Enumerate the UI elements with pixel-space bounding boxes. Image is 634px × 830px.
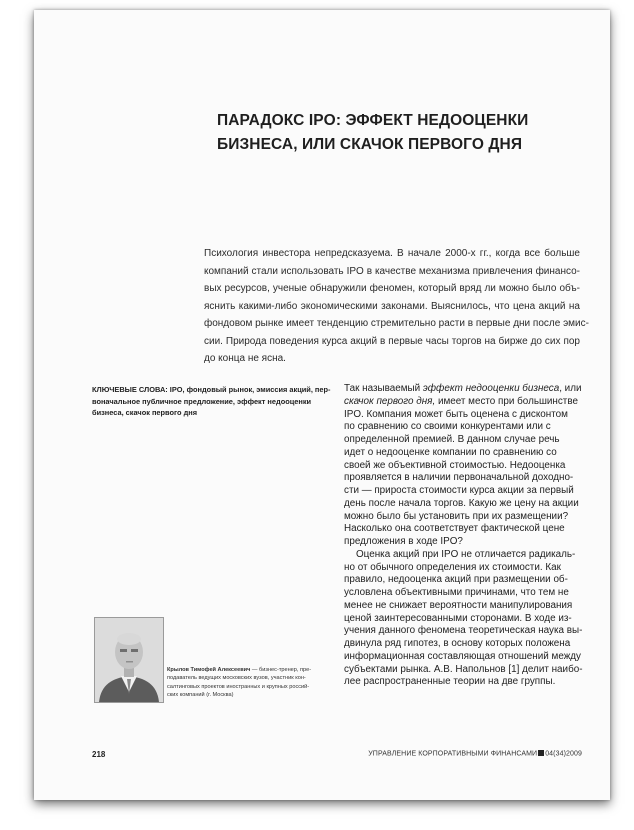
body-text: имеет место при большинстве (435, 395, 578, 407)
body-line (344, 383, 584, 396)
body-text: учения данного феномена теоретическая наука вы- (344, 625, 583, 637)
body-line (344, 434, 584, 447)
body-line (344, 511, 584, 524)
body-text: лее распространенные теории на две группы. (344, 676, 556, 688)
body-line (344, 600, 584, 613)
keywords (92, 384, 332, 419)
body-line (344, 409, 584, 422)
title-line: БИЗНЕСА, ИЛИ СКАЧОК ПЕРВОГО ДНЯ (217, 136, 523, 153)
body-text: день после начала торгов. Какую же цену на акции (344, 497, 579, 509)
body-line (344, 536, 584, 549)
body-text: двинула ряд гипотез, в основу которых положена (344, 638, 571, 649)
author-line: подаватель ведущих московских вузов, участник кон- (167, 675, 306, 682)
journal-name: УПРАВЛЕНИЕ КОРПОРАТИВНЫМИ ФИНАНСАМИ (368, 750, 538, 758)
body-text: менее не снижает вероятности манипулирования (344, 599, 573, 611)
lead-line: фондовом рынке имеет тенденцию стремительно расти в первые дни после эмис- (204, 318, 589, 329)
lead-line: до конца не ясна. (204, 353, 286, 364)
body-text: Оценка акций при IPO не отличается радикаль- (356, 548, 576, 560)
author-photo (94, 617, 164, 703)
lead-line: яснить какими-либо экономическими законами. Выяснилось, что цена акций на (204, 300, 580, 312)
body-text: субъектами рынка. А.В. Напольнов [1] делит наибо- (344, 663, 583, 675)
body-line (344, 613, 584, 626)
body-emphasis: эффект недооценки бизнеса (422, 383, 560, 394)
body-text: можно было бы установить при их размещении? (344, 510, 569, 522)
body-text: , или (559, 383, 582, 394)
body-line (344, 396, 584, 409)
body-text: ценой заинтересованными сторонами. В ходе из- (344, 612, 572, 624)
keywords-line: бизнеса, скачок первого дня (92, 408, 198, 418)
journal-issue: 04(34)2009 (545, 750, 582, 758)
lead-line: сии. Природа поведения курса акций в первые часы торгов на бирже до сих пор (204, 335, 580, 347)
author-line (167, 666, 327, 674)
author-portrait-icon (95, 618, 163, 702)
author-line: салтинговых проектов иностранных и крупных россий- (167, 683, 310, 690)
author-info (167, 666, 327, 700)
body-text: IPO. Компания может быть оценена с дисконтом (344, 408, 568, 420)
article-title (217, 109, 577, 157)
body-line (344, 498, 584, 511)
body-text: идет о недооценке компании по сравнению со (344, 446, 557, 458)
body-line (344, 638, 584, 651)
body-line (344, 574, 584, 587)
body-text: своей же объективной стоимостью. Недооценка (344, 459, 566, 471)
body-line (344, 460, 584, 473)
body-text: Так называемый (344, 383, 423, 394)
body-text: определенной премией. В данном случае речь (344, 434, 560, 445)
lead-line: вых ресурсов, ученые обнаружили феномен, который вряд ли можно было объ- (204, 283, 580, 294)
page-number: 218 (92, 750, 106, 759)
body-text: сти — прироста стоимости курса акции за первый (344, 485, 574, 496)
author-bio-text: — бизнес-тренер, пре- (250, 667, 312, 673)
keywords-line: КЛЮЧЕВЫЕ СЛОВА: IPO, фондовый рынок, эмиссия акций, пер- (92, 385, 331, 394)
body-line (344, 549, 584, 562)
journal-page (34, 10, 610, 800)
body-text: но от обычного определения их стоимости. Как (344, 561, 561, 573)
body-text: правило, недооценка акций при размещении об- (344, 574, 568, 586)
lead-line: Психология инвестора непредсказуема. В начале 2000-х гг., когда все больше (204, 248, 580, 259)
body-text: Насколько она соответствует фактической цене (344, 523, 565, 535)
body-line (344, 485, 584, 498)
body-line (344, 676, 584, 689)
body-line (344, 651, 584, 664)
article-lead (204, 245, 589, 368)
body-line (344, 664, 584, 677)
journal-footer (368, 750, 582, 758)
square-bullet-icon (538, 750, 544, 756)
lead-line: компаний стали использовать IPO в качестве механизма привлечения финансо- (204, 265, 580, 277)
body-emphasis: скачок первого дня, (344, 395, 436, 407)
body-line (344, 472, 584, 485)
body-line (344, 625, 584, 638)
body-text: условлена объективными причинами, что тем не (344, 587, 569, 598)
title-line: ПАРАДОКС IPO: ЭФФЕКТ НЕДООЦЕНКИ (217, 112, 529, 129)
article-body (344, 383, 584, 689)
body-line (344, 587, 584, 600)
author-name: Крылов Тимофей Алексеевич (167, 667, 251, 673)
body-text: по сравнению со своими конкурентами или с (344, 421, 551, 433)
keywords-line: воначальное публичное предложение, эффект недооценки (92, 396, 312, 406)
body-line (344, 447, 584, 460)
body-line (344, 421, 584, 434)
body-line (344, 562, 584, 575)
body-line (344, 523, 584, 536)
body-text: информационная составляющая отношений между (344, 650, 581, 662)
body-text: проявляется в наличии первоначальной доходно- (344, 472, 574, 484)
body-text: предложения в ходе IPO? (344, 536, 463, 547)
author-line: ских компаний (г. Москва) (167, 692, 234, 699)
